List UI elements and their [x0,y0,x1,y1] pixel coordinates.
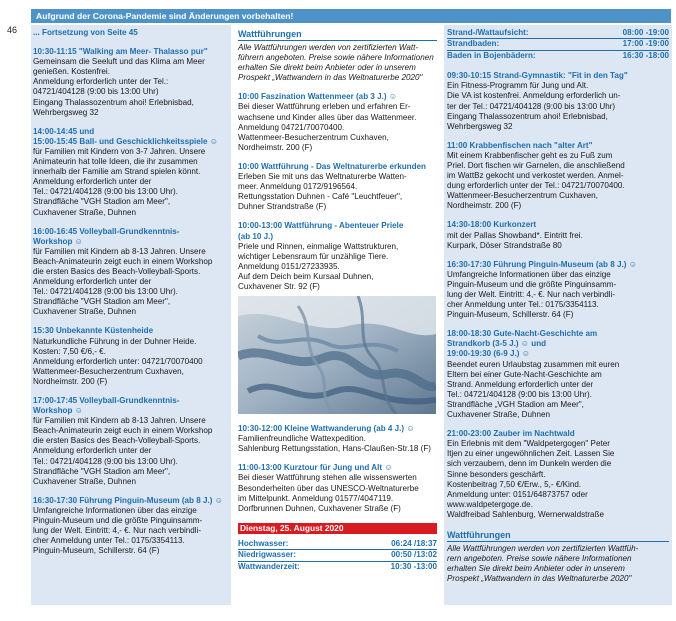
event-line: Ein Erlebnis mit dem "Waldpetergogen" Peter [447,439,610,449]
event-gute-nacht [447,329,669,420]
event-line: Cuxhavener Straße, Duhnen [447,410,551,420]
beach-label: Baden in Bojenbädern: [447,50,536,60]
event-line: ter der Tel.: 04721/404128 (9:00 bis 13:00 Uhr) [447,101,616,111]
event-line: Wehrbergsweg 32 [33,107,99,117]
event-line: cher Anmeldung unter Tel.: 0175/3354113. [33,536,185,546]
event-title: 17:00-17:45 Volleyball-Grundkenntnis- [33,396,180,405]
event-line: Priele und Rinnen, einmalige Wattstrukturen, [238,241,399,251]
event-line: Tel.: 04721/404128 (9:00 bis 13:00 Uhr). [33,456,178,466]
event-title: 19:00-19:30 (6-9 J.) [447,349,520,359]
event-title: Workshop [33,236,73,246]
event-weltnaturerbe [238,162,437,212]
section-heading-wattfuehrungen: Wattführungen [238,28,437,41]
event-line: Wattenmeer-Besucherzentrum Cuxhaven, [238,132,389,142]
event-line: Anmeldung erforderlich unter der [33,277,152,287]
event-title: und [531,339,547,349]
tide-value: 06:24 /18:37 [391,538,437,548]
smiley-icon: ☺ [74,236,83,246]
event-line: für Familien mit Kindern ab 8-13 Jahren. Unsere [33,416,206,426]
event-line: Beendet euren Urlaubstag zusammen mit euren [447,359,620,369]
event-line: Mit einem Krabbenfischer geht es zu Fuß zum [447,150,613,160]
event-line: Anmeldung erforderlich unter der Tel.: [33,77,169,87]
intro-line: Prospekt „Wattwandern in das Weltnaturerbe 2020" [447,574,632,584]
date-heading: Dienstag, 25. August 2020 [238,523,437,534]
event-volleyball-1 [33,227,229,318]
beach-value: 17:00 -19:00 [622,39,669,49]
event-line: für Familien mit Kindern von 3-7 Jahren. Unsere [33,146,206,156]
event-line: wichtiger Lebensraum für unzählige Tiere. [238,251,389,261]
event-line: sich verzaubern, denn im Dunkeln werden die [447,459,612,469]
event-line: Beach-Animateurin zeigt euch in einem Workshop [33,256,213,266]
event-line: Duhner Strandstraße (F) [238,202,327,212]
event-kurkonzert [447,220,669,250]
event-line: Anmeldung 04721/70070400. [238,122,345,132]
event-line: Umfangreiche Informationen über das einzige [447,269,611,279]
event-title: 10:30-11:15 "Walking am Meer- Thalasso pur" [33,47,208,57]
event-line: Anmeldung erforderlich unter der [33,446,152,456]
event-line: 04721/404128 (9:00 bis 13:00 Uhr) [33,87,159,97]
event-line: Wattenmeer-Besucherzentrum Cuxhaven, [447,191,598,201]
event-line: Nordheimstr. 200 (F) [447,201,522,211]
event-line: Strand. Anmeldung erforderlich unter der [447,379,594,389]
event-title: 14:00-14:45 und [33,126,95,136]
event-line: Sahlenburg Rettungsstation, Hans-Claußen-Str.18 (F) [238,444,431,454]
intro-line: Alle Wattführungen werden von zertifizierten Wattfüh- [447,543,639,553]
event-line: Strandfläche "VGH Stadion am Meer", [33,197,171,207]
beach-row [447,51,669,61]
event-line: Strandfläche "VGH Stadion am Meer", [33,466,171,476]
event-line: Anmeldung 0151/27233935. [238,261,340,271]
event-kleine-wattwanderung [238,424,437,454]
event-line: Strandfläche "VGH Stadion am Meer", [33,297,171,307]
tide-label: Niedrigwasser: [238,550,297,560]
smiley-icon: ☺ [388,92,398,102]
event-line: Pinguin-Museum, Schillerstr. 64 (F) [447,310,574,320]
beach-row [447,39,669,50]
section-heading-wattfuehrungen: Wattführungen [447,529,669,542]
events-column-right [444,25,672,605]
event-line: Tel.: 04721/404128 (9:00 bis 13:00 Uhr). [447,389,592,399]
smiley-icon: ☺ [520,339,530,349]
event-line: Itjen zu einer ungewöhnlichen Zeit. Lassen Sie [447,449,615,459]
event-volleyball-2 [33,396,229,487]
event-priele [238,221,437,292]
intro-line: Prospekt „Wattwandern in das Weltnaturerbe 2020" [238,73,423,83]
event-title: 10:00 Faszination Wattenmeer (ab 3 J.) [238,92,387,102]
event-line: Auf dem Deich beim Kursaal Duhnen, [238,271,374,281]
corona-banner: Aufgrund der Corona-Pandemie sind Änderungen vorbehalten! [31,9,671,23]
intro-line: rern angeboten. Preise sowie nähere Informationen [447,554,632,564]
event-line: Wehrbergsweg 32 [447,121,513,131]
intro-line: führern angeboten. Preise sowie nähere Informationen [238,53,434,63]
event-line: Anmeldung erforderlich unter: 04721/70070400 [33,356,203,366]
page-number: 46 [7,25,18,35]
event-line: die ersten Basics des Beach-Volleyball-Sports. [33,436,201,446]
event-line: Familienfreundliche Wattexpedition. [238,434,366,444]
event-line: Tel.: 04721/404128 (9:00 bis 13:00 Uhr). [33,187,178,197]
event-line: Sinne besonders geschärft. [447,469,546,479]
event-line: Rettungsstation Duhnen - Café "Leuchtfeuer", [238,192,403,202]
tide-value: 00:50 /13:02 [391,550,437,560]
event-line: www.waldpetergoge.de. [447,499,533,509]
event-line: Cuxhavener Straße, Duhnen [33,307,137,317]
event-line: Naturkundliche Führung in der Duhner Heide. [33,336,197,346]
event-line: Tel.: 04721/404128 (9:00 bis 13:00 Uhr). [33,287,178,297]
event-title: 16:30-17:30 Führung Pinguin-Museum (ab 8 J.) [33,495,213,505]
tide-row [238,550,437,561]
event-title: 16:00-16:45 Volleyball-Grundkenntnis- [33,226,180,236]
event-pinguin-2 [447,260,669,321]
event-title: 10:00 Wattführung - Das Weltnaturerbe erkunden [238,161,426,171]
event-line: Wattenmeer-Besucherzentrum Cuxhaven, [33,366,184,376]
event-line: Priel. Dort fischen wir Garnelen, die anschließend [447,160,625,170]
event-ballspiele [33,127,229,218]
event-line: Nordheimstr. 200 (F) [33,376,108,386]
event-line: Beach-Animateurin zeigt euch in einem Workshop [33,426,213,436]
event-line: Dorfbrunnen Duhnen, Cuxhavener Straße (F) [238,503,401,513]
smiley-icon: ☺ [74,406,83,416]
event-line: Erleben Sie mit uns das Weltnaturerbe Watten- [238,172,407,182]
tide-row [238,562,437,572]
event-krabbenfischen [447,141,669,212]
event-title: Workshop [33,406,73,416]
beach-value: 08:00 -19:00 [622,28,669,37]
events-column-left [31,25,231,605]
tide-value: 10:30 -13:00 [390,561,437,571]
event-line: Besonderheiten über das UNESCO-Weltnaturerbe [238,483,419,493]
event-line: Nordheimstr. 200 (F) [238,142,313,152]
event-line: im Mittelpunkt. Anmeldung 01577/4047119. [238,493,394,503]
event-line: im WattBz gekocht und verkostet werden. Anmel- [447,171,624,181]
smiley-icon: ☺ [628,259,637,269]
event-line: Pinguin-Museum und die größte Pinguinsamm- [447,279,617,289]
event-title: 14:30-18:00 Kurkonzert [447,220,537,230]
event-line: Kurpark, Döser Strandstraße 80 [447,240,562,250]
event-line: Gemeinsam die Seeluft und das Klima am Meer [33,57,205,67]
event-line: für Familien mit Kindern ab 8-13 Jahren. Unsere [33,246,206,256]
event-title: 16:30-17:30 Führung Pinguin-Museum (ab 8 J.) [447,259,627,269]
event-line: Die VA ist kostenfrei. Anmeldung erforderlich un- [447,91,621,101]
event-pinguin-1 [33,496,229,557]
event-line: Eingang Thalassozentrum ahoi! Erlebnisbad, [33,97,194,107]
event-line: Cuxhavener Straße, Duhnen [33,207,137,217]
event-line: Bei dieser Wattführung erleben und erfahren Er- [238,102,411,112]
event-line: Eltern bei einer Gute-Nacht-Geschichte am [447,369,602,379]
event-line: cher Anmeldung unter Tel.: 0175/3354113. [447,300,599,310]
smiley-icon: ☺ [521,349,530,359]
event-kuestenheide [33,326,229,387]
event-title: 18:00-18:30 Gute-Nacht-Geschichte am [447,329,598,339]
beach-times [447,28,669,61]
beach-value: 16:30 -18:00 [622,50,669,60]
intro-line: Alle Wattführungen werden von zertifizierten Watt- [238,43,419,52]
event-title: 21:00-23:00 Zauber im Nachtwald [447,429,575,439]
event-faszination [238,92,437,153]
event-line: Pinguin-Museum, Schillerstr. 64 (F) [33,546,160,556]
events-column-middle [236,25,439,572]
event-line: Kostenbeitrag 7,50 €/Erw., 5,- €/Kind. [447,479,582,489]
smiley-icon: ☺ [209,136,219,146]
event-line: lung der Welt. Eintritt: 4,- €. Nur nach verbindli- [447,290,616,299]
event-title: (ab 10 J.) [238,231,274,241]
continued-note: ... Fortsetzung von Seite 45 [33,28,138,37]
event-title: 15:00-15:45 Ball- und Geschicklichkeitsspiele [33,136,208,146]
tide-row [238,539,437,550]
intro-line: erhalten Sie direkt beim Anbieter oder in unserem [238,63,416,73]
event-line: lung der Welt. Eintritt: 4,- €. Nur nach verbindli- [33,526,202,536]
event-title: Strandkorb (3-5 J.) [447,339,519,349]
event-kurztour [238,463,437,513]
event-line: dung erforderlich unter der Tel.: 04721/70070400. [447,181,625,191]
event-title: 11:00 Krabbenfischen nach "alter Art" [447,140,593,150]
event-title: 10:30-12:00 Kleine Wattwanderung (ab 4 J.) [238,424,405,434]
event-line: innerhalb der Familie am Strand spielen könnt. [33,167,201,177]
intro-line: erhalten Sie direkt beim Anbieter oder in unserem [447,564,625,574]
event-gymnastik [447,71,669,132]
beach-label: Strand-/Wattaufsicht: [447,28,529,37]
smiley-icon: ☺ [384,463,393,473]
event-title: 10:00-13:00 Wattführung - Abenteuer Priele [238,221,404,231]
wadden-sea-photo [238,296,436,414]
event-line: Cuxhavener Str. 92 (F) [238,281,320,291]
event-line: Ein Fitness-Programm für Jung und Alt. [447,81,589,91]
event-nachtwald [447,429,669,520]
event-line: die ersten Basics des Beach-Volleyball-Sports. [33,266,201,276]
beach-label: Strandbaden: [447,39,500,49]
event-title: 09:30-10:15 Strand-Gymnastik: "Fit in den Tag" [447,71,628,81]
event-line: Pinguin-Museum und die größte Pinguinsamm- [33,516,203,526]
event-line: genießen. Kostenfrei. [33,67,110,77]
event-line: Eingang Thalassozentrum ahoi! Erlebnisbad, [447,111,608,121]
event-line: Anmeldung erforderlich unter der [33,177,152,187]
event-walking [33,47,229,118]
smiley-icon: ☺ [406,424,415,434]
event-line: Umfangreiche Informationen über das einzige [33,505,197,515]
tide-label: Wattwanderzeit: [238,561,300,571]
event-line: Waldfreibad Sahlenburg, Wernerwaldstraße [447,509,605,519]
event-line: wachsene und Kinder alles über das Wattenmeer. [238,112,417,122]
section-intro [447,544,669,584]
event-line: Animateurin hat tolle Ideen, die ihr zusammen [33,157,198,167]
event-title: 11:00-13:00 Kurztour für Jung und Alt [238,463,383,473]
event-title: 15:30 Unbekannte Küstenheide [33,326,154,336]
tide-label: Hochwasser: [238,538,289,548]
event-line: Cuxhavener Straße, Duhnen [33,476,137,486]
event-line: Bei dieser Wattführung stehen alle wissenswerten [238,473,417,483]
event-line: Anmeldung unter: 0151/64873757 oder [447,489,588,499]
section-intro [238,43,437,83]
event-line: Strandfläche „VGH Stadion am Meer", [447,399,584,409]
event-line: Kosten: 7,50 €/6,- €. [33,346,106,356]
smiley-icon: ☺ [214,495,223,505]
event-line: mit der Pallas Showband*. Eintritt frei. [447,230,583,240]
event-line: meer. Anmeldung 0172/9196564. [238,182,358,192]
beach-row [447,28,669,39]
